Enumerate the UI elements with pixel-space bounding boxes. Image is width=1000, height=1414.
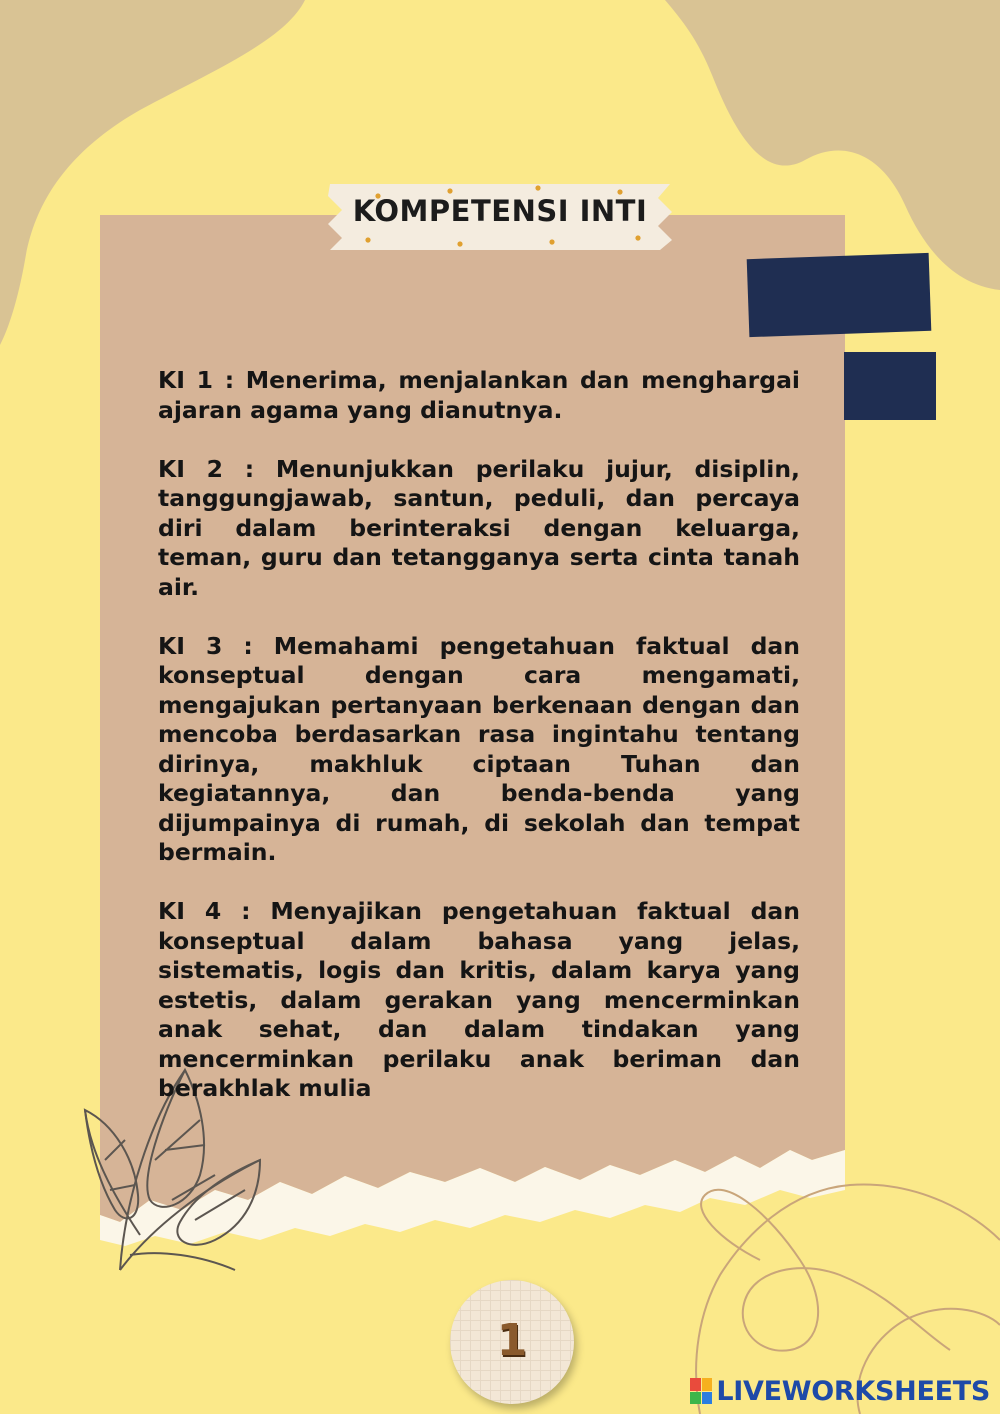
ki-4-paragraph: KI 4 : Menyajikan pengetahuan faktual dan konseptual dalam bahasa yang jelas, sistematis, logis dan kritis, dalam karya yang estetis, dalam gerakan yang mencerminkan anak sehat, dan dalam tindakan yang mencerminkan perilaku anak beriman dan berakhlak mulia <box>158 897 800 1102</box>
competency-list <box>158 366 800 1133</box>
ki-2-paragraph: KI 2 : Menunjukkan perilaku jujur, disiplin, tanggungjawab, santun, peduli, dan percaya diri dalam berinteraksi dengan keluarga, teman, guru dan tetangganya serta cinta tanah air. <box>158 454 800 601</box>
page-title: KOMPETENSI INTI <box>352 194 648 228</box>
ki-3-paragraph: KI 3 : Memahami pengetahuan faktual dan konseptual dengan cara mengamati, mengajukan pertanyaan berkenaan dengan dan mencoba berdasarkan rasa ingintahu tentang dirinya, makhluk ciptaan Tuhan dan kegiatannya, dan benda-benda yang dijumpainya di rumah, di sekolah dan tempat bermain. <box>158 631 800 866</box>
navy-tape-bottom <box>844 352 936 420</box>
brand-name: LIVEWORKSHEETS <box>716 1375 990 1407</box>
navy-tape-top <box>747 253 932 337</box>
swirl-line <box>701 1190 950 1351</box>
liveworksheets-logo-icon <box>690 1378 712 1404</box>
page-number: 1 <box>496 1315 528 1366</box>
ki-1-paragraph: KI 1 : Menerima, menjalankan dan menghargai ajaran agama yang dianutnya. <box>158 366 800 424</box>
liveworksheets-watermark <box>690 1373 990 1409</box>
